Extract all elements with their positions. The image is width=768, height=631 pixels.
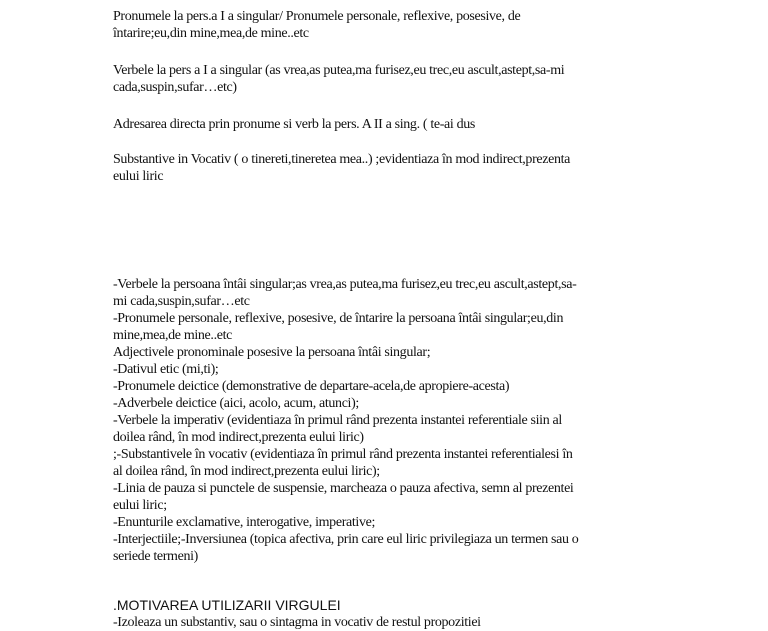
text-line: cada,suspin,sufar…etc) bbox=[113, 80, 237, 95]
text-line: Verbele la pers a I a singular (as vrea,as putea,ma furisez,eu trec,eu ascult,astept,sa-mi bbox=[113, 63, 565, 78]
paragraph-last bbox=[113, 614, 653, 631]
text-line: Substantive in Vocativ ( o tinereti,tineretea mea..) ;evidentiaza în mod indirect,prezenta bbox=[113, 152, 571, 167]
text-line: eului liric bbox=[113, 169, 164, 184]
paragraph-vocative bbox=[113, 151, 653, 185]
list-line: -Pronumele deictice (demonstrative de departare-acela,de apropiere-acesta) bbox=[113, 379, 510, 394]
list-line: doilea rând, în mod indirect,prezenta eului liric) bbox=[113, 430, 364, 445]
list-line: Adjectivele pronominale posesive la persoana întâi singular; bbox=[113, 345, 431, 360]
list-line: seriede termeni) bbox=[113, 549, 198, 564]
list-line: -Linia de pauza si punctele de suspensie, marcheaza o pauza afectiva, semn al prezentei bbox=[113, 481, 574, 496]
list-line: eului liric; bbox=[113, 498, 167, 513]
list-line: -Pronumele personale, reflexive, posesive, de întarire la persoana întâi singular;eu,din bbox=[113, 311, 564, 326]
list-block bbox=[113, 276, 653, 565]
list-line: -Enunturile exclamative, interogative, imperative; bbox=[113, 515, 376, 530]
heading-text: .MOTIVAREA UTILIZARII VIRGULEI bbox=[113, 597, 341, 613]
list-line: ;-Substantivele în vocativ (evidentiaza în primul rând prezenta instantei referentialesi în bbox=[113, 447, 573, 462]
text-line: -Izoleaza un substantiv, sau o sintagma in vocativ de restul propozitiei bbox=[113, 615, 481, 630]
paragraph-verbs bbox=[113, 62, 653, 96]
paragraph-pronouns bbox=[113, 8, 653, 42]
list-line: -Adverbele deictice (aici, acolo, acum, atunci); bbox=[113, 396, 359, 411]
list-line: -Dativul etic (mi,ti); bbox=[113, 362, 219, 377]
paragraph-address bbox=[113, 116, 653, 133]
text-line: Pronumele la pers.a I a singular/ Pronumele personale, reflexive, posesive, de bbox=[113, 9, 521, 24]
text-line: Adresarea directa prin pronume si verb la pers. A II a sing. ( te-ai dus bbox=[113, 117, 476, 132]
list-line: -Interjectiile;-Inversiunea (topica afectiva, prin care eul liric privilegiaza un termen sau o bbox=[113, 532, 579, 547]
list-line: al doilea rând, în mod indirect,prezenta eului liric); bbox=[113, 464, 380, 479]
list-line: -Verbele la imperativ (evidentiaza în primul rând prezenta instantei referentiale siin al bbox=[113, 413, 562, 428]
list-line: mine,mea,de mine..etc bbox=[113, 328, 232, 343]
list-line: mi cada,suspin,sufar…etc bbox=[113, 294, 250, 309]
section-heading bbox=[113, 597, 653, 614]
text-line: întarire;eu,din mine,mea,de mine..etc bbox=[113, 26, 309, 41]
list-line: -Verbele la persoana întâi singular;as vrea,as putea,ma furisez,eu trec,eu ascult,astept,sa- bbox=[113, 277, 577, 292]
